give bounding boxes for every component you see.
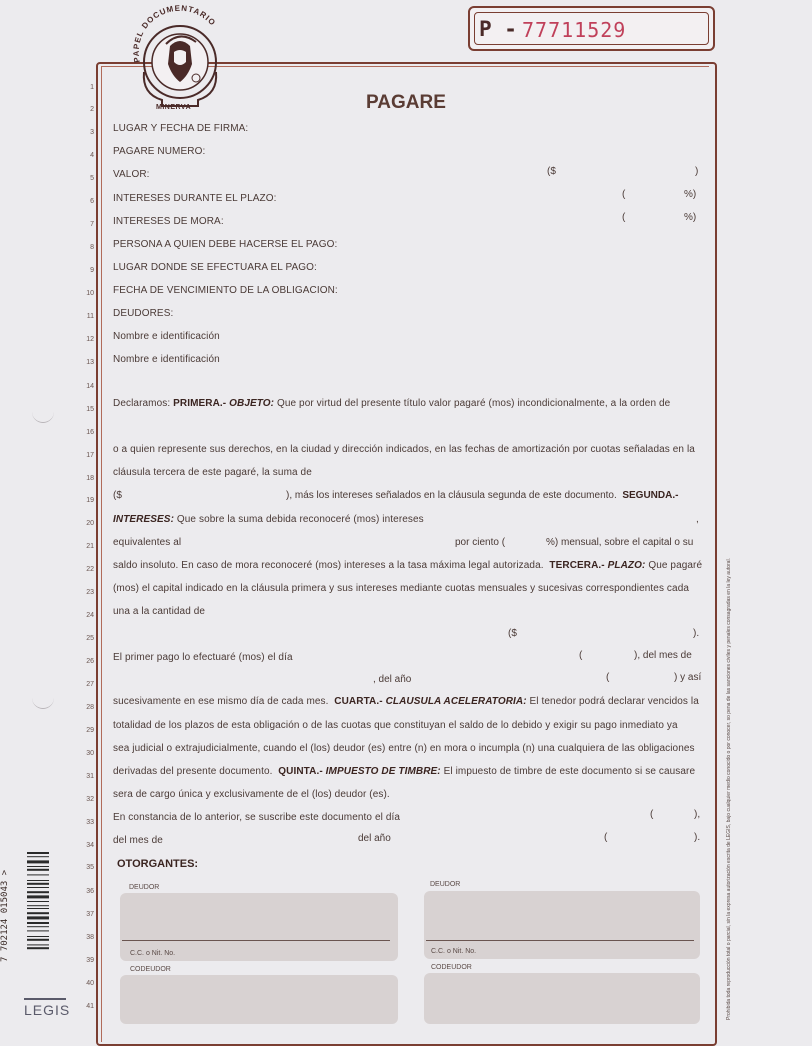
body-line-22: saldo insoluto. En caso de mora reconoceré (mos) intereses a la tasa máxima legal autorizada. TERCERA.- PLAZO: Que pagaré (113, 560, 703, 571)
field-intereses-plazo: INTERESES DURANTE EL PLAZO: (113, 193, 277, 204)
line-number: 16 (86, 429, 94, 436)
line-number: 41 (86, 1003, 94, 1010)
field-lugar-pago: LUGAR DONDE SE EFECTUARA EL PAGO: (113, 262, 317, 273)
line-number: 5 (90, 175, 94, 182)
deudor-label-right: DEUDOR (430, 881, 461, 888)
line-number: 15 (86, 406, 94, 413)
body-line-29: totalidad de los plazos de esta obligación o de las cuotas que constituyan el saldo de lo debido y exigir su pago inmediato ya (113, 720, 678, 731)
line-number: 40 (86, 980, 94, 987)
body-line-21-mensual: %) mensual, sobre el capital o su (546, 537, 694, 548)
body-line-21: equivalentes al (113, 537, 182, 548)
mora-pct-open: ( (622, 212, 626, 223)
legis-logo: LEGIS (24, 1002, 71, 1018)
line-number: 14 (86, 383, 94, 390)
field-pagare-numero: PAGARE NUMERO: (113, 146, 206, 157)
line-number: 11 (86, 313, 94, 320)
cc-label-right: C.C. o Nit. No. (431, 948, 477, 955)
body-line-33-close: ), (694, 809, 701, 820)
punch-hole-top (32, 408, 54, 423)
serial-number-box (468, 6, 715, 51)
body-line-32: sera de cargo única y exclusivamente de el (los) deudor (es). (113, 789, 390, 800)
valor-currency: ($ (547, 166, 556, 177)
line-number: 36 (86, 888, 94, 895)
body-line-20: INTERESES: Que sobre la suma debida reconoceré (mos) intereses (113, 514, 424, 525)
line-number: 30 (86, 750, 94, 757)
body-line-33-open: ( (650, 809, 654, 820)
field-persona: PERSONA A QUIEN DEBE HACERSE EL PAGO: (113, 239, 338, 250)
serial-number: 77711529 (522, 18, 627, 42)
legis-bar (24, 998, 66, 1000)
line-number: 38 (86, 934, 94, 941)
codeudor-label-right: CODEUDOR (431, 964, 472, 971)
body-line-19-rest: ), más los intereses señalados en la cláusula segunda de este documento. SEGUNDA.- (286, 490, 679, 501)
line-number: 10 (86, 290, 94, 297)
body-line-26: El primer pago lo efectuaré (mos) el día (113, 652, 293, 663)
codeudor-signature-box-right[interactable] (424, 973, 700, 1024)
line-number: 37 (86, 911, 94, 918)
body-line-25-close: ). (693, 628, 700, 639)
line-number: 7 (90, 221, 94, 228)
line-number: 25 (86, 635, 94, 642)
body-line-15: Declaramos: PRIMERA.- OBJETO: Que por virtud del presente título valor pagaré (mos) incondicionalmente, a la orden de (113, 398, 671, 409)
line-number: 4 (90, 152, 94, 159)
plazo-pct-open: ( (622, 189, 626, 200)
svg-text:PAPEL DOCUMENTARIO: PAPEL DOCUMENTARIO (131, 3, 218, 64)
body-line-34-open: ( (604, 832, 608, 843)
line-number: 24 (86, 612, 94, 619)
body-line-21-porciento: por ciento ( (455, 537, 506, 548)
logo-minerva-label: MINERVA (156, 104, 192, 111)
body-line-26-mes: ), del mes de (634, 650, 692, 661)
line-number: 9 (90, 267, 94, 274)
line-number: 33 (86, 819, 94, 826)
deudor-label-left: DEUDOR (129, 884, 160, 891)
body-line-18: cláusula tercera de este pagaré, la suma de (113, 467, 312, 478)
valor-close: ) (695, 166, 699, 177)
line-number: 3 (90, 129, 94, 136)
body-line-19: ($ (113, 490, 123, 501)
body-line-31: derivadas del presente documento. QUINTA.- IMPUESTO DE TIMBRE: El impuesto de timbre de este documento si se causare (113, 766, 696, 777)
field-fecha-vencimiento: FECHA DE VENCIMIENTO DE LA OBLIGACION: (113, 285, 338, 296)
line-number: 29 (86, 727, 94, 734)
body-line-20-comma: , (696, 514, 699, 525)
field-nombre-1: Nombre e identificación (113, 331, 220, 342)
body-line-23: (mos) el capital indicado en la cláusula primera y sus intereses mediante cuotas mensuales y sucesivas correspondientes cada (113, 583, 690, 594)
field-valor: VALOR: (113, 169, 150, 180)
signature-line-left (122, 940, 390, 941)
line-number: 21 (86, 543, 94, 550)
line-number: 20 (86, 520, 94, 527)
document-title: PAGARE (366, 92, 446, 113)
field-nombre-2: Nombre e identificación (113, 354, 220, 365)
line-number: 12 (86, 336, 94, 343)
cc-label-left: C.C. o Nit. No. (130, 950, 176, 957)
body-line-25-currency: ($ (508, 628, 517, 639)
body-line-27-open: ( (606, 672, 610, 683)
line-number: 27 (86, 681, 94, 688)
body-line-34: del mes de (113, 835, 163, 846)
line-number: 8 (90, 244, 94, 251)
otorgantes-heading: OTORGANTES: (117, 858, 199, 870)
field-lugar-fecha: LUGAR Y FECHA DE FIRMA: (113, 123, 249, 134)
line-number: 34 (86, 842, 94, 849)
signature-line-right (426, 940, 694, 941)
line-number: 13 (86, 359, 94, 366)
body-line-24: una a la cantidad de (113, 606, 206, 617)
codeudor-label-left: CODEUDOR (130, 966, 171, 973)
plazo-pct-close: %) (684, 189, 697, 200)
mora-pct-close: %) (684, 212, 697, 223)
copyright-sidenote: Prohibida toda reproducción total o parcial, sin la expresa autorización escrita de LEGIS, bajo cualquier medio conocido o por conocer, so pena de las sanciones civiles y penales consagradas en la ley autoral. (726, 558, 732, 1020)
serial-prefix: P - (479, 17, 517, 41)
line-number: 35 (86, 864, 94, 871)
body-line-34-ano: del año (358, 833, 391, 844)
barcode-graphic (27, 852, 49, 984)
line-number: 18 (86, 475, 94, 482)
line-number: 32 (86, 796, 94, 803)
body-line-26-open: ( (579, 650, 583, 661)
body-line-34-close: ). (694, 832, 701, 843)
body-line-33: En constancia de lo anterior, se suscribe este documento el día (113, 812, 401, 823)
body-line-27-asi: ) y así (674, 672, 702, 683)
field-deudores: DEUDORES: (113, 308, 174, 319)
field-intereses-mora: INTERESES DE MORA: (113, 216, 224, 227)
line-number: 1 (90, 84, 94, 91)
line-number: 6 (90, 198, 94, 205)
barcode-digits: 7 702124 015043 > (0, 869, 10, 962)
line-number: 39 (86, 957, 94, 964)
line-number: 2 (90, 106, 94, 113)
body-line-27-ano: , del año (373, 674, 412, 685)
line-number: 22 (86, 566, 94, 573)
body-line-30: sea judicial o extrajudicialmente, cuando el (los) deudor (es) entre (n) en mora o incumpla (n) una cualquiera de las obligaciones (113, 743, 695, 754)
body-line-28: sucesivamente en ese mismo día de cada mes. CUARTA.- CLAUSULA ACELERATORIA: El tenedor podrá declarar vencidos la (113, 696, 699, 707)
line-number: 31 (86, 773, 94, 780)
punch-hole-bottom (32, 694, 54, 709)
line-number: 23 (86, 589, 94, 596)
line-number: 28 (86, 704, 94, 711)
line-number: 17 (86, 452, 94, 459)
line-number: 19 (86, 497, 94, 504)
body-line-17: o a quien represente sus derechos, en la ciudad y dirección indicados, en las fechas de amortización por cuotas señaladas en la (113, 444, 695, 455)
line-number: 26 (86, 658, 94, 665)
codeudor-signature-box-left[interactable] (120, 975, 398, 1024)
